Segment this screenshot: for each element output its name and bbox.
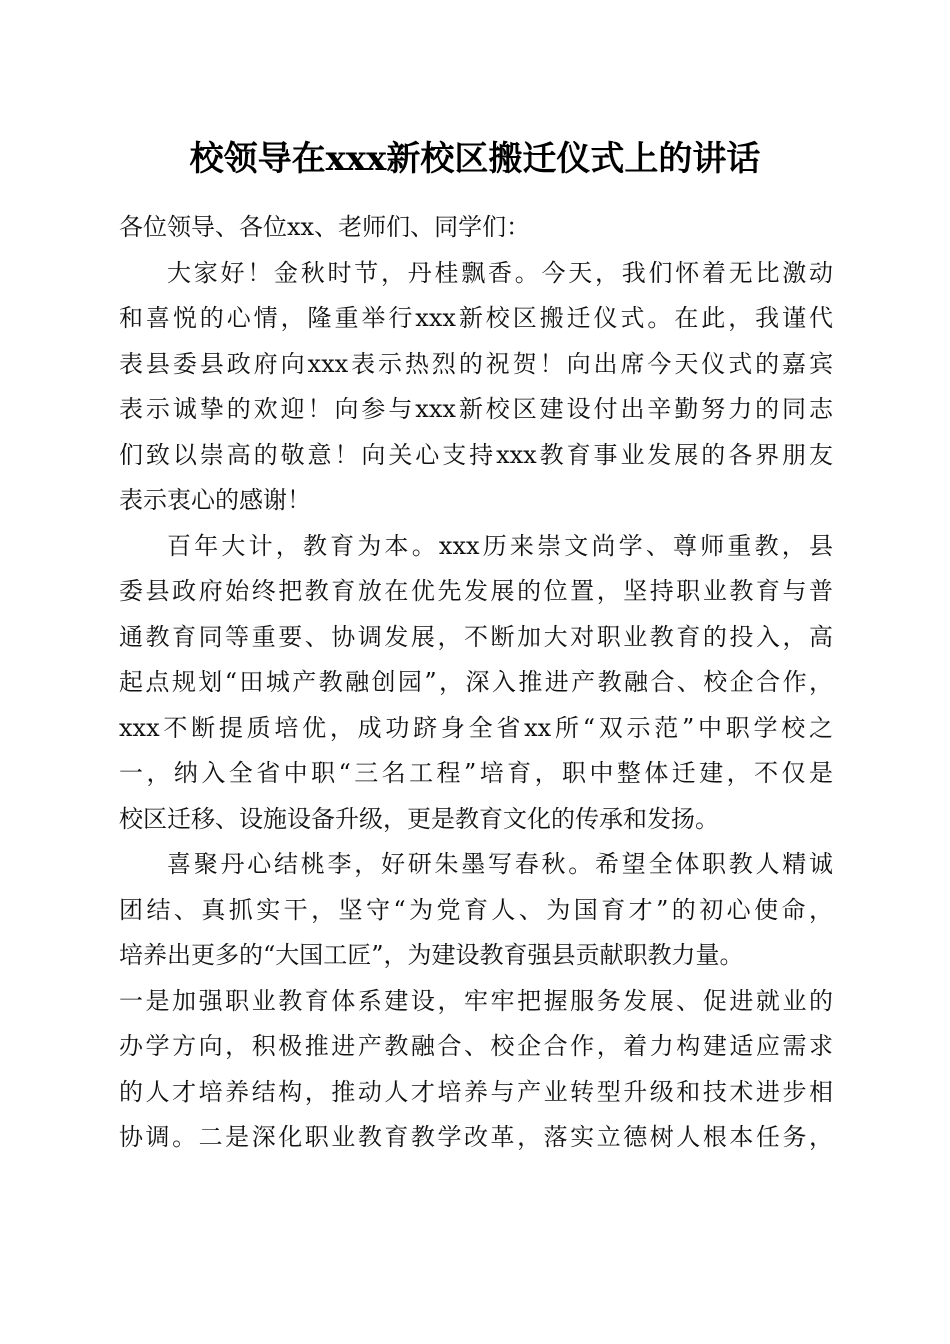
paragraph-line: 委县政府始终把教育放在优先发展的位置，坚持职业教育与普: [119, 577, 833, 605]
salutation: 各位领导、各位xx、老师们、同学们：: [119, 213, 531, 241]
document-body: [119, 205, 833, 1161]
paragraph-line: 们致以崇高的敬意！向关心支持xxx教育事业发展的各界朋友: [119, 440, 833, 469]
paragraph-line: 表县委县政府向xxx表示热烈的祝贺！向出席今天仪式的嘉宾: [119, 349, 833, 378]
paragraph-line: 大家好！金秋时节，丹桂飘香。今天，我们怀着无比激动: [167, 258, 833, 287]
paragraph-line: 校区迁移、设施设备升级，更是教育文化的传承和发扬。: [119, 804, 719, 833]
paragraph-line: 喜聚丹心结桃李，好研朱墨写春秋。希望全体职教人精诚: [167, 850, 833, 878]
paragraph-line: xxx不断提质培优，成功跻身全省xx所“双示范”中职学校之: [119, 713, 833, 742]
paragraph-line: 协调。二是深化职业教育教学改革，落实立德树人根本任务，: [119, 1123, 833, 1151]
paragraph-2: [119, 524, 833, 843]
document-title: 校领导在xxx新校区搬迁仪式上的讲话: [189, 139, 761, 179]
paragraph-line: 一，纳入全省中职“三名工程”培育，职中整体迁建，不仅是: [119, 759, 833, 787]
paragraph-line: 起点规划“田城产教融创园”，深入推进产教融合、校企合作，: [119, 668, 833, 696]
paragraph-line: 培养出更多的“大国工匠”，为建设教育强县贡献职教力量。: [119, 941, 744, 969]
paragraph-line: 一是加强职业教育体系建设，牢牢把握服务发展、促进就业的: [119, 986, 833, 1015]
paragraph-line: 百年大计，教育为本。xxx历来崇文尚学、尊师重教，县: [167, 531, 833, 560]
paragraph-line: 表示衷心的感谢！: [119, 486, 311, 514]
paragraph-line: 团结、真抓实干，坚守“为党育人、为国育才”的初心使命，: [119, 895, 833, 924]
paragraph-line: 办学方向，积极推进产教融合、校企合作，着力构建适应需求: [119, 1032, 833, 1060]
paragraph-line: 通教育同等重要、协调发展，不断加大对职业教育的投入，高: [119, 622, 833, 651]
paragraph-line: 和喜悦的心情，隆重举行xxx新校区搬迁仪式。在此，我谨代: [119, 304, 833, 332]
paragraph-line: 表示诚挚的欢迎！向参与xxx新校区建设付出辛勤努力的同志: [119, 395, 833, 423]
paragraph-line: 的人才培养结构，推动人才培养与产业转型升级和技术进步相: [119, 1077, 833, 1106]
paragraph-3: [119, 842, 833, 1161]
paragraph-1: [119, 251, 833, 524]
